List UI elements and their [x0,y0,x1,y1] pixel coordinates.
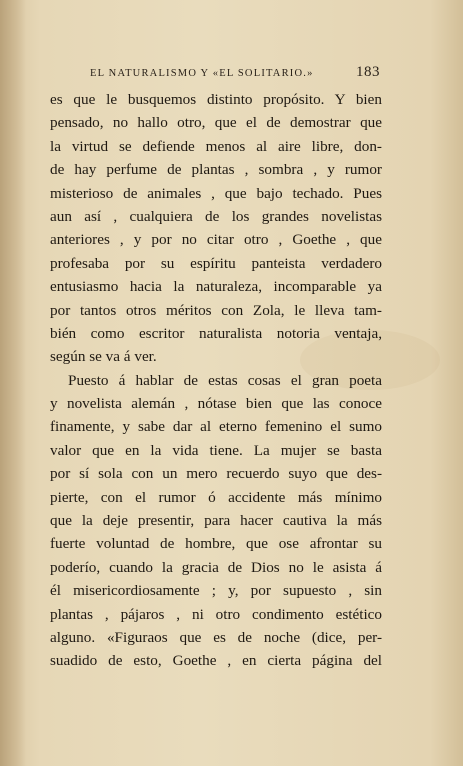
text-line: profesaba por su espíritu panteista verdadero [50,254,382,272]
text-line: que la deje presentir, para hacer cautiva la más [50,512,382,530]
page-gutter-shadow [0,0,26,766]
text-line: pensado, no hallo otro, que el de demostrar que [50,114,382,132]
text-line: según se va á ver. [50,348,157,366]
text-line: por sí sola con un mero recuerdo suyo que des- [50,465,382,483]
text-line: plantas , pájaros , ni otro condimento estético [50,605,382,623]
text-line: misterioso de animales , que bajo techado. Pues [50,184,382,202]
text-line: pierte, con el rumor ó accidente más mínimo [50,488,382,506]
text-line: poderío, cuando la gracia de Dios no le asista á [50,558,382,576]
text-line: bién como escritor naturalista notoria ventaja, [50,324,382,342]
text-line: suadido de esto, Goethe , en cierta página del [50,652,382,670]
paragraph [50,88,382,369]
body-text [50,88,382,673]
text-line: aun así , cualquiera de los grandes novelistas [50,207,382,225]
text-line: valor que en la vida tiene. La mujer se basta [50,441,382,459]
paragraph [50,369,382,673]
text-line: la virtud se defiende menos al aire libre, don- [50,137,382,155]
text-line: anteriores , y por no citar otro , Goethe , que [50,231,382,249]
page-number: 183 [356,64,380,80]
text-line: por tantos otros méritos con Zola, le lleva tam- [50,301,382,319]
text-line: es que le busquemos distinto propósito. Y bien [50,91,382,108]
text-line: fuerte voluntad de hombre, que ose afrontar su [50,535,382,553]
text-line: de hay perfume de plantas , sombra , y rumor [50,161,382,179]
running-head: EL NATURALISMO Y «EL SOLITARIO.» [90,68,314,79]
text-line: entusiasmo hacia la naturaleza, incomparable ya [50,278,382,296]
text-line: Puesto á hablar de estas cosas el gran poeta [68,371,382,389]
text-line: alguno. «Figuraos que es de noche (dice, per- [50,628,382,646]
text-line: finamente, y sabe dar al eterno femenino el sumo [50,418,382,436]
text-line: él misericordiosamente ; y, por supuesto , sin [50,582,382,600]
text-line: y novelista alemán , nótase bien que las conoce [50,395,382,413]
page-header [90,64,380,81]
